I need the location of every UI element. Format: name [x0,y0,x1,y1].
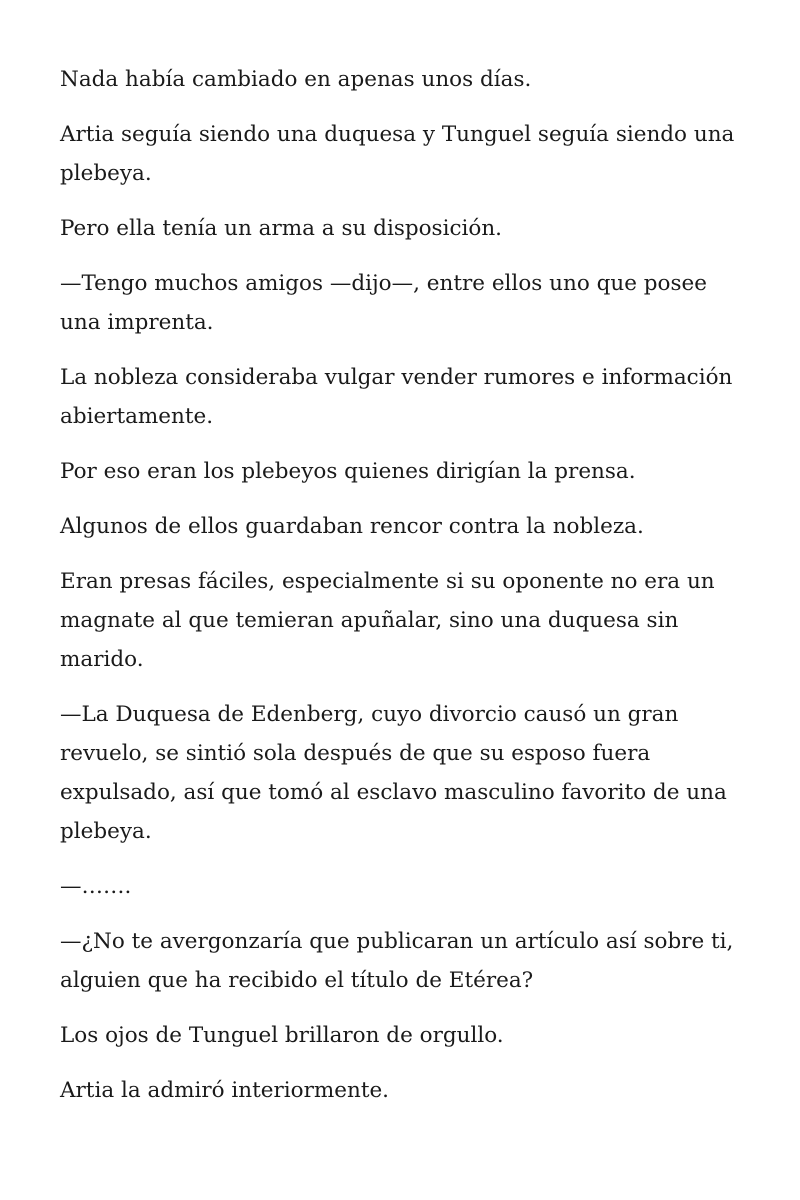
paragraph: —¿No te avergonzaría que publicaran un artículo así sobre ti, alguien que ha recibido el título de Etérea? [60,929,734,993]
paragraph: Eran presas fáciles, especialmente si su oponente no era un magnate al que temieran apuñalar, sino una duquesa sin marido. [60,569,715,672]
paragraph: Artia la admiró interiormente. [60,1078,390,1103]
paragraph: —……. [60,874,132,899]
paragraph: Por eso eran los plebeyos quienes dirigían la prensa. [60,459,636,484]
paragraph: La nobleza consideraba vulgar vender rumores e información abiertamente. [60,365,733,429]
paragraph: Artia seguía siendo una duquesa y Tunguel seguía siendo una plebeya. [60,122,735,186]
reader-page [60,60,750,1126]
paragraph: Los ojos de Tunguel brillaron de orgullo. [60,1023,504,1048]
paragraph: —La Duquesa de Edenberg, cuyo divorcio causó un gran revuelo, se sintió sola después de que su esposo fuera expulsado, así que tomó al esclavo masculino favorito de una plebeya. [60,702,727,844]
paragraph: Pero ella tenía un arma a su disposición. [60,216,503,241]
paragraph: —Tengo muchos amigos —dijo—, entre ellos uno que posee una imprenta. [60,271,707,335]
paragraph: Algunos de ellos guardaban rencor contra la nobleza. [60,514,644,539]
paragraph: Nada había cambiado en apenas unos días. [60,67,532,92]
